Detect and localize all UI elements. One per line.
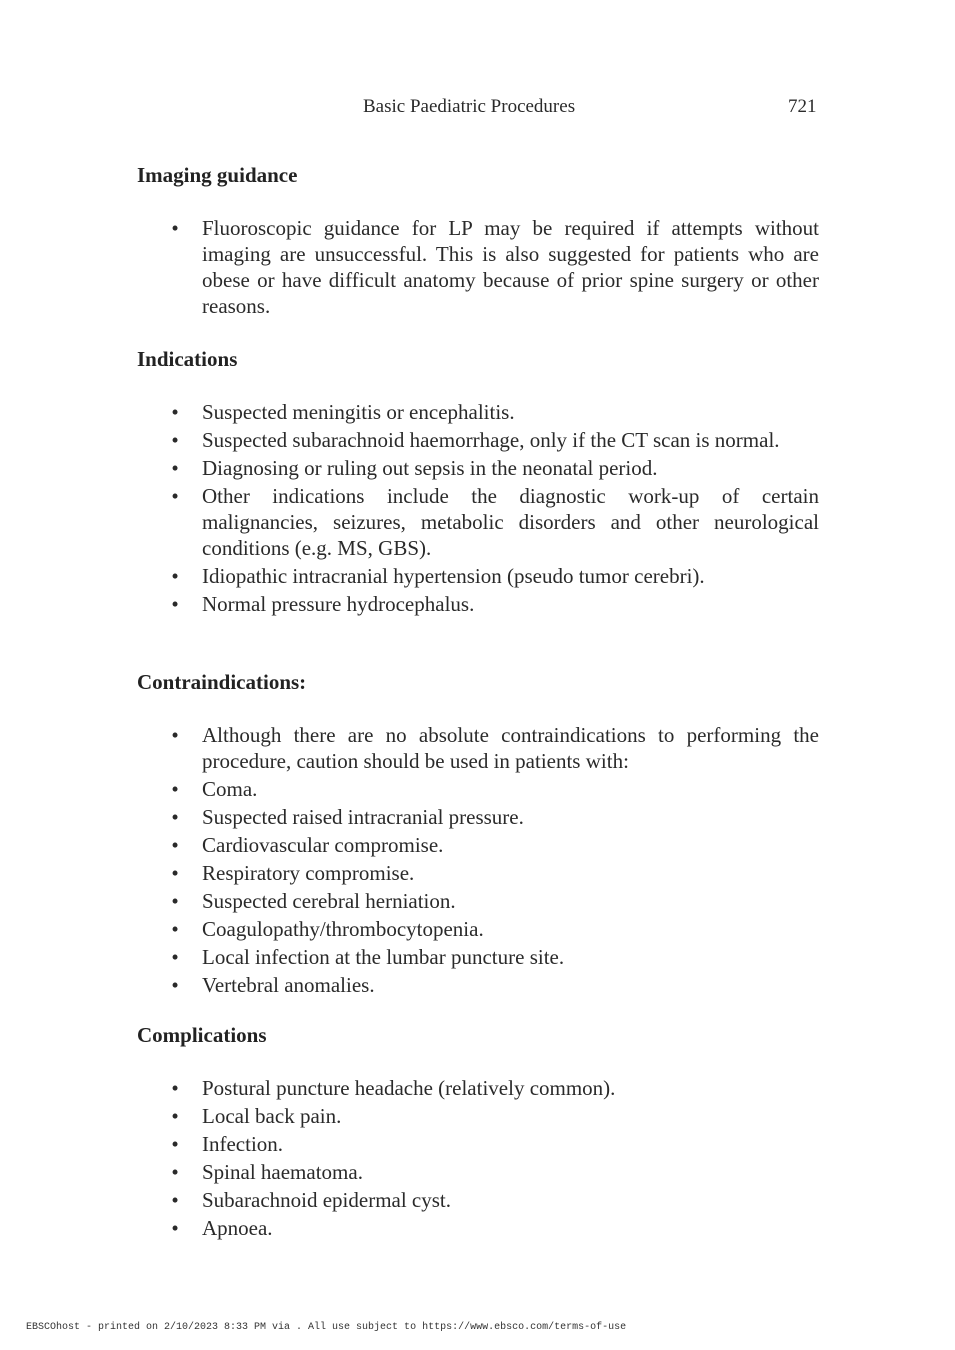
bullet-icon: • [171, 777, 179, 801]
list-item-text: Spinal haematoma. [202, 1160, 363, 1184]
list-item-text: Respiratory compromise. [202, 861, 415, 885]
list-item [137, 455, 819, 481]
list-item-text: Vertebral anomalies. [202, 973, 375, 997]
list-item-text: Cardiovascular compromise. [202, 833, 444, 857]
list-item-text: Other indications include the diagnostic work-up of certain malignancies, seizures, metabolic disorders and other neurological conditions (e.g. MS, GBS). [202, 484, 819, 560]
bullet-list [137, 722, 819, 1000]
list-item [137, 1131, 819, 1157]
list-item-text: Local infection at the lumbar puncture site. [202, 945, 565, 969]
list-item [137, 776, 819, 802]
list-item [137, 804, 819, 830]
bullet-icon: • [171, 917, 179, 941]
section-imaging-guidance [137, 162, 819, 318]
list-item [137, 563, 819, 589]
list-item-text: Fluoroscopic guidance for LP may be required if attempts without imaging are unsuccessful. This is also suggested for patients who are obese or have difficult anatomy because of prior spine surgery or other reasons. [202, 216, 819, 318]
section-contraindications [137, 669, 819, 997]
section-heading: Complications [137, 1023, 267, 1047]
list-item-text: Suspected cerebral herniation. [202, 889, 456, 913]
list-item-text: Coma. [202, 777, 258, 801]
list-item [137, 888, 819, 914]
list-item [137, 1215, 819, 1241]
bullet-icon: • [171, 1132, 179, 1156]
list-item-text: Postural puncture headache (relatively common). [202, 1076, 616, 1100]
bullet-icon: • [171, 973, 179, 997]
list-item-text: Suspected subarachnoid haemorrhage, only if the CT scan is normal. [202, 428, 780, 452]
section-indications [137, 346, 819, 616]
bullet-icon: • [171, 400, 179, 424]
bullet-icon: • [171, 1076, 179, 1100]
page-number: 721 [788, 96, 817, 117]
bullet-icon: • [171, 805, 179, 829]
bullet-icon: • [171, 861, 179, 885]
list-item [137, 1075, 819, 1101]
list-item [137, 399, 819, 425]
section-heading: Contraindications: [137, 670, 307, 694]
bullet-icon: • [171, 216, 179, 240]
bullet-icon: • [171, 1216, 179, 1240]
bullet-icon: • [171, 723, 179, 747]
list-item-text: Suspected raised intracranial pressure. [202, 805, 524, 829]
bullet-icon: • [171, 456, 179, 480]
bullet-icon: • [171, 564, 179, 588]
list-item-text: Suspected meningitis or encephalitis. [202, 400, 515, 424]
print-footer: EBSCOhost - printed on 2/10/2023 8:33 PM via . All use subject to https://www.ebsco.com/terms-of-use [26, 1322, 627, 1333]
list-item-text: Infection. [202, 1132, 284, 1156]
list-item [137, 1159, 819, 1185]
bullet-icon: • [171, 945, 179, 969]
list-item [137, 916, 819, 942]
list-item [137, 972, 819, 998]
list-item [137, 860, 819, 886]
list-item [137, 1103, 819, 1129]
section-heading: Imaging guidance [137, 163, 298, 187]
bullet-icon: • [171, 1104, 179, 1128]
bullet-icon: • [171, 889, 179, 913]
bullet-list [137, 215, 819, 321]
bullet-icon: • [171, 1188, 179, 1212]
list-item-text: Apnoea. [202, 1216, 273, 1240]
running-head [0, 96, 955, 122]
bullet-icon: • [171, 428, 179, 452]
list-item [137, 1187, 819, 1213]
bullet-icon: • [171, 1160, 179, 1184]
bullet-icon: • [171, 592, 179, 616]
running-title: Basic Paediatric Procedures [363, 96, 576, 117]
list-item [137, 944, 819, 970]
bullet-list [137, 1075, 819, 1243]
list-item-text: Coagulopathy/thrombocytopenia. [202, 917, 484, 941]
list-item-text: Subarachnoid epidermal cyst. [202, 1188, 452, 1212]
bullet-icon: • [171, 484, 179, 508]
list-item [137, 832, 819, 858]
list-item-text: Although there are no absolute contraindications to performing the procedure, caution should be used in patients with: [202, 723, 819, 773]
list-item [137, 483, 819, 561]
section-heading: Indications [137, 347, 238, 371]
list-item [137, 427, 819, 453]
list-item [137, 591, 819, 617]
bullet-list [137, 399, 819, 619]
list-item-text: Idiopathic intracranial hypertension (pseudo tumor cerebri). [202, 564, 705, 588]
list-item-text: Normal pressure hydrocephalus. [202, 592, 475, 616]
section-complications [137, 1022, 819, 1240]
list-item-text: Diagnosing or ruling out sepsis in the neonatal period. [202, 456, 658, 480]
list-item [137, 215, 819, 319]
list-item-text: Local back pain. [202, 1104, 342, 1128]
list-item [137, 722, 819, 774]
bullet-icon: • [171, 833, 179, 857]
